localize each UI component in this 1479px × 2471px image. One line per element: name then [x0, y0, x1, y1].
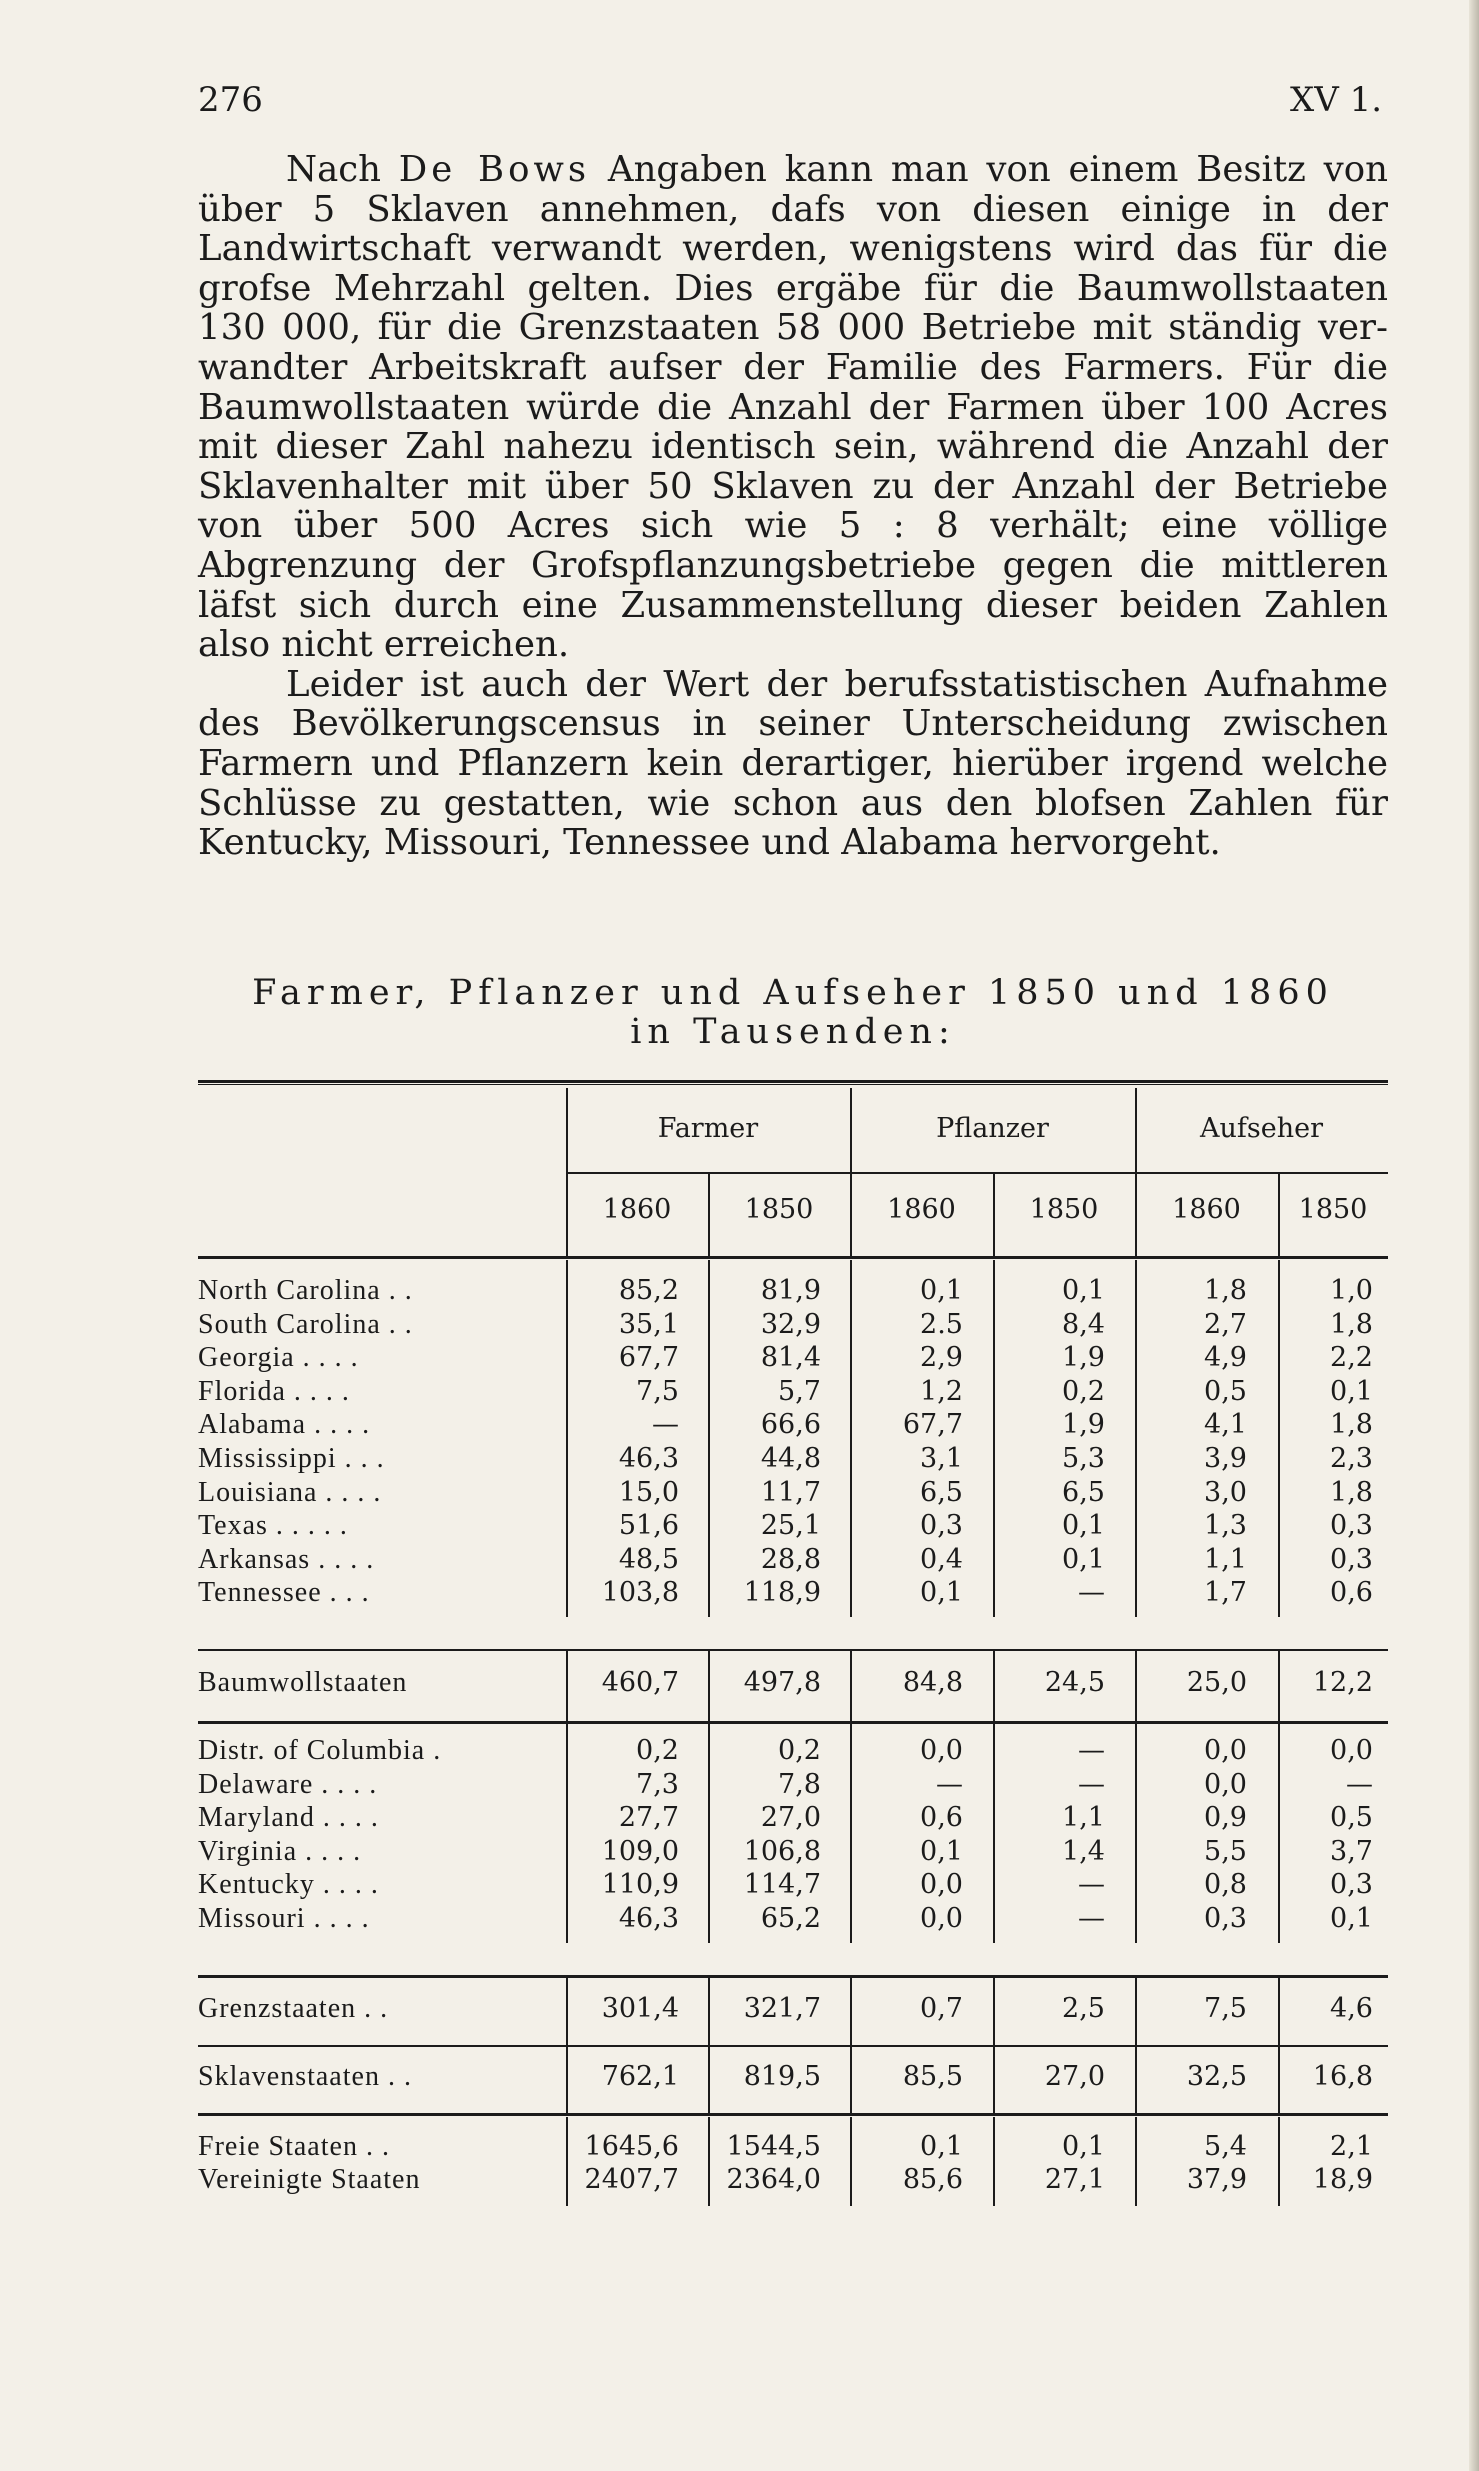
- column-rule: [850, 1977, 852, 2045]
- table-cell: 7,3: [636, 1768, 679, 1800]
- table-cell: 3,0: [1204, 1476, 1247, 1508]
- column-rule: [993, 2047, 995, 2113]
- column-rule: [708, 1174, 710, 1256]
- column-rule: [1278, 2047, 1280, 2113]
- table-cell: 84,8: [902, 1667, 963, 1698]
- column-rule: [566, 2117, 568, 2206]
- column-rule: [708, 2117, 710, 2206]
- table-row-label: Missouri . . . .: [198, 1903, 370, 1934]
- table-cell: —: [1078, 1768, 1105, 1800]
- table-row-label: Florida . . . .: [198, 1375, 350, 1407]
- table-cell: 0,3: [1330, 1543, 1373, 1575]
- table-row-label: North Carolina . .: [198, 1275, 413, 1306]
- table-cell: 16,8: [1312, 2060, 1373, 2092]
- table-cell: 1,8: [1204, 1275, 1247, 1306]
- column-year-1850: 1850: [1029, 1194, 1099, 1225]
- table-cell: 0,5: [1204, 1375, 1247, 1407]
- table-cell: 2.5: [920, 1308, 963, 1340]
- table-cell: 48,5: [618, 1543, 679, 1575]
- author-name: De Bows: [398, 149, 591, 190]
- total-row-label: Grenzstaaten . .: [198, 1992, 389, 2024]
- table-cell: 7,5: [1204, 1992, 1247, 2024]
- column-rule: [993, 1977, 995, 2045]
- table-row-label: Distr. of Columbia .: [198, 1735, 442, 1766]
- table-cell: 1,8: [1330, 1308, 1373, 1340]
- table-cell: 32,9: [760, 1308, 821, 1340]
- column-rule: [850, 1651, 852, 1721]
- column-group-pflanzer: Pflanzer: [936, 1113, 1049, 1144]
- table-cell: 2,2: [1330, 1342, 1373, 1374]
- column-rule: [993, 1260, 995, 1617]
- table-cell: 1,2: [920, 1375, 963, 1407]
- table-row-label: Kentucky . . . .: [198, 1869, 379, 1901]
- table-rule: [198, 1084, 1388, 1085]
- table-cell: 67,7: [902, 1409, 963, 1441]
- table-cell: 35,1: [618, 1308, 679, 1340]
- table-cell: 4,9: [1204, 1342, 1247, 1374]
- table-cell: —: [1078, 1869, 1105, 1901]
- table-cell: 0,3: [1330, 1869, 1373, 1901]
- total-row-label: Baumwollstaaten: [198, 1667, 408, 1698]
- table-cell: 11,7: [760, 1476, 821, 1508]
- table-cell: 51,6: [618, 1510, 679, 1542]
- table-cell: 0,0: [1204, 1735, 1247, 1766]
- table-cell: 8,4: [1062, 1308, 1105, 1340]
- column-rule: [708, 1651, 710, 1721]
- table-row-label: Alabama . . . .: [198, 1409, 371, 1441]
- table-cell: 0,7: [920, 1992, 963, 2024]
- column-rule: [566, 1088, 568, 1256]
- column-year-1860: 1860: [887, 1194, 956, 1225]
- column-rule: [1135, 2047, 1137, 2113]
- table-cell: 1,8: [1330, 1476, 1373, 1508]
- table-cell: 27,1: [1044, 2164, 1105, 2196]
- table-cell: 0,1: [1062, 1510, 1105, 1542]
- table-cell: 3,1: [920, 1443, 963, 1474]
- table-cell: 1,4: [1062, 1835, 1105, 1867]
- column-rule: [850, 2047, 852, 2113]
- table-cell: 109,0: [601, 1835, 679, 1867]
- table-cell: 28,8: [760, 1543, 821, 1575]
- table-cell: 0,1: [920, 1577, 963, 1609]
- table-cell: 1,9: [1062, 1342, 1105, 1374]
- column-rule: [1278, 1724, 1280, 1943]
- column-year-1850: 1850: [1298, 1194, 1368, 1225]
- column-rule: [1135, 1977, 1137, 2045]
- column-rule: [566, 1977, 568, 2045]
- table-cell: 0,1: [1062, 1275, 1105, 1306]
- paragraph-2: Leider ist auch der Wert der berufsstatistischen Aufnahme des Bevölkerungscensus in seiner Unterscheidung zwischen Farmern und Pflanzern kein derartiger, hierüber irgend welche Schlüsse zu gestatten, wie schon aus den blofsen Zahlen für Kentucky, Missouri, Tennessee und Alabama hervorgeht.: [198, 663, 1388, 864]
- table-cell: 0,2: [778, 1735, 821, 1766]
- table-rule: [198, 2113, 1388, 2116]
- column-rule: [1135, 2117, 1137, 2206]
- statistics-table: [198, 1080, 1388, 2220]
- table-title: [198, 974, 1388, 1052]
- table-cell: —: [1078, 1735, 1105, 1766]
- column-rule: [1278, 1174, 1280, 1256]
- table-cell: 5,5: [1204, 1835, 1247, 1867]
- table-cell: 0,0: [920, 1903, 963, 1934]
- column-rule: [1135, 1724, 1137, 1943]
- table-cell: 25,1: [760, 1510, 821, 1542]
- table-cell: 2,5: [1062, 1992, 1105, 2024]
- table-cell: 0,2: [1062, 1375, 1105, 1407]
- table-rule: [198, 1721, 1388, 1724]
- column-rule: [708, 1977, 710, 2045]
- column-rule: [993, 1651, 995, 1721]
- table-rule: [198, 1975, 1388, 1978]
- table-cell: 819,5: [743, 2060, 821, 2092]
- table-cell: 0,3: [920, 1510, 963, 1542]
- table-cell: 301,4: [601, 1992, 679, 2024]
- table-cell: 32,5: [1186, 2060, 1247, 2092]
- table-cell: 5,4: [1204, 2130, 1247, 2162]
- table-cell: 81,4: [760, 1342, 821, 1374]
- table-cell: 6,5: [1062, 1476, 1105, 1508]
- table-cell: 3,9: [1204, 1443, 1247, 1474]
- table-cell: 1544,5: [726, 2130, 821, 2162]
- table-cell: 0,6: [920, 1802, 963, 1834]
- table-cell: —: [652, 1409, 679, 1441]
- table-cell: 66,6: [760, 1409, 821, 1441]
- body-text: [198, 150, 1388, 863]
- table-cell: 7,5: [636, 1375, 679, 1407]
- table-cell: 1,1: [1204, 1543, 1247, 1575]
- table-cell: —: [1346, 1768, 1373, 1800]
- total-row-label: Sklavenstaaten . .: [198, 2060, 412, 2092]
- table-cell: 2364,0: [726, 2164, 821, 2196]
- column-rule: [566, 1724, 568, 1943]
- table-cell: 81,9: [760, 1275, 821, 1306]
- column-rule: [850, 2117, 852, 2206]
- table-cell: 2,9: [920, 1342, 963, 1374]
- table-cell: 46,3: [618, 1443, 679, 1474]
- column-rule: [708, 2047, 710, 2113]
- column-rule: [1135, 1260, 1137, 1617]
- table-cell: 0,1: [1062, 1543, 1105, 1575]
- table-title-line-1: Farmer, Pflanzer und Aufseher 1850 und 1860: [252, 973, 1334, 1013]
- table-cell: 0,0: [920, 1869, 963, 1901]
- table-cell: 25,0: [1186, 1667, 1247, 1698]
- table-cell: 27,0: [760, 1802, 821, 1834]
- table-row-label: Delaware . . . .: [198, 1768, 378, 1800]
- table-cell: 0,3: [1330, 1510, 1373, 1542]
- table-cell: 110,9: [601, 1869, 679, 1901]
- table-row-label: Mississippi . . .: [198, 1443, 385, 1474]
- table-cell: —: [936, 1768, 963, 1800]
- table-cell: 762,1: [601, 2060, 679, 2092]
- table-cell: 0,6: [1330, 1577, 1373, 1609]
- table-cell: 1,9: [1062, 1409, 1105, 1441]
- column-rule: [993, 2117, 995, 2206]
- table-cell: 0,3: [1204, 1903, 1247, 1934]
- column-rule: [993, 1174, 995, 1256]
- column-year-1860: 1860: [1172, 1194, 1241, 1225]
- table-cell: 103,8: [601, 1577, 679, 1609]
- table-cell: 106,8: [743, 1835, 821, 1867]
- table-cell: 1645,6: [584, 2130, 679, 2162]
- table-row-label: Tennessee . . .: [198, 1577, 370, 1609]
- column-rule: [850, 1088, 852, 1256]
- table-cell: 24,5: [1044, 1667, 1105, 1698]
- table-cell: 2,3: [1330, 1443, 1373, 1474]
- table-cell: 3,7: [1330, 1835, 1373, 1867]
- table-row-label: Georgia . . . .: [198, 1342, 359, 1374]
- table-cell: 7,8: [778, 1768, 821, 1800]
- column-rule: [1278, 1260, 1280, 1617]
- table-cell: 0,8: [1204, 1869, 1247, 1901]
- table-rule: [198, 1080, 1388, 1083]
- header-mark: XV 1.: [1290, 80, 1383, 120]
- table-cell: 5,3: [1062, 1443, 1105, 1474]
- table-cell: 85,2: [618, 1275, 679, 1306]
- table-cell: 2,7: [1204, 1308, 1247, 1340]
- table-title-line-2: in Tausenden:: [630, 1012, 956, 1052]
- page-number: 276: [198, 80, 263, 120]
- paragraph-1: Nach De Bows Angaben kann man von einem Besitz von über 5 Sklaven annehmen, dafs von diesen einige in der Landwirtschaft verwandt werden, wenigstens wird das für die grofse Mehrzahl gelten. Dies ergäbe für die Baumwollstaaten 130 000, für die Grenzstaaten 58 000 Betriebe mit ständig verwandter Arbeitskraft aufser der Familie des Farmers. Für die Baumwollstaaten würde die Anzahl der Farmen über 100 Acres mit dieser Zahl nahezu identisch sein, während die Anzahl der Sklavenhalter mit über 50 Sklaven zu der Anzahl der Betriebe von über 500 Acres sich wie 5 : 8 verhält; eine völlige Abgrenzung der Grofspflanzungsbetriebe gegen die mittleren läfst sich durch eine Zusammenstellung dieser beiden Zahlen also nicht erreichen.: [198, 149, 1388, 666]
- column-group-aufseher: Aufseher: [1200, 1113, 1323, 1144]
- table-row-label: Freie Staaten . .: [198, 2130, 390, 2162]
- table-cell: 2,1: [1330, 2130, 1373, 2162]
- table-cell: —: [1078, 1577, 1105, 1609]
- column-year-1860: 1860: [602, 1194, 672, 1225]
- column-rule: [1278, 1651, 1280, 1721]
- column-rule: [850, 1724, 852, 1943]
- page-edge: [1469, 0, 1479, 2471]
- table-cell: 0,1: [1062, 2130, 1105, 2162]
- table-cell: 0,5: [1330, 1802, 1373, 1834]
- table-row-label: Louisiana . . . .: [198, 1476, 382, 1508]
- table-cell: 460,7: [601, 1667, 679, 1698]
- table-rule: [198, 2045, 1388, 2047]
- table-cell: —: [1078, 1903, 1105, 1934]
- table-cell: 18,9: [1312, 2164, 1373, 2196]
- table-cell: 1,3: [1204, 1510, 1247, 1542]
- table-row-label: Arkansas . . . .: [198, 1543, 375, 1575]
- column-rule: [850, 1260, 852, 1617]
- table-cell: 114,7: [743, 1869, 821, 1901]
- table-cell: 118,9: [743, 1577, 821, 1609]
- table-row-label: Vereinigte Staaten: [198, 2164, 421, 2196]
- table-cell: 1,8: [1330, 1409, 1373, 1441]
- table-cell: 12,2: [1312, 1667, 1373, 1698]
- table-rule: [198, 1649, 1388, 1651]
- table-cell: 321,7: [743, 1992, 821, 2024]
- table-row-label: Maryland . . . .: [198, 1802, 379, 1834]
- table-cell: 497,8: [743, 1667, 821, 1698]
- table-row-label: Virginia . . . .: [198, 1835, 362, 1867]
- table-cell: 27,7: [618, 1802, 679, 1834]
- table-rule: [198, 1256, 1388, 1259]
- table-rule: [566, 1172, 1388, 1174]
- column-rule: [566, 2047, 568, 2113]
- table-cell: 0,4: [920, 1543, 963, 1575]
- table-cell: 67,7: [618, 1342, 679, 1374]
- table-cell: 85,6: [902, 2164, 963, 2196]
- column-rule: [1135, 1088, 1137, 1256]
- table-cell: 15,0: [618, 1476, 679, 1508]
- column-rule: [708, 1724, 710, 1943]
- table-row-label: Texas . . . . .: [198, 1510, 348, 1542]
- table-cell: 1,0: [1330, 1275, 1373, 1306]
- column-group-farmer: Farmer: [657, 1113, 759, 1144]
- table-cell: 6,5: [920, 1476, 963, 1508]
- table-cell: 0,1: [920, 1275, 963, 1306]
- table-cell: 0,1: [920, 2130, 963, 2162]
- table-cell: 4,6: [1330, 1992, 1373, 2024]
- table-cell: 0,0: [1204, 1768, 1247, 1800]
- table-row-label: South Carolina . .: [198, 1308, 413, 1340]
- table-cell: 0,2: [636, 1735, 679, 1766]
- table-cell: 0,9: [1204, 1802, 1247, 1834]
- table-cell: 44,8: [760, 1443, 821, 1474]
- column-rule: [566, 1651, 568, 1721]
- table-cell: 0,0: [1330, 1735, 1373, 1766]
- table-cell: 46,3: [618, 1903, 679, 1934]
- table-cell: 5,7: [778, 1375, 821, 1407]
- column-rule: [1135, 1651, 1137, 1721]
- table-cell: 0,1: [1330, 1375, 1373, 1407]
- table-cell: 1,1: [1062, 1802, 1105, 1834]
- column-rule: [708, 1260, 710, 1617]
- table-cell: 27,0: [1044, 2060, 1105, 2092]
- column-rule: [566, 1260, 568, 1617]
- table-cell: 4,1: [1204, 1409, 1247, 1441]
- column-rule: [1278, 2117, 1280, 2206]
- column-rule: [993, 1724, 995, 1943]
- table-cell: 0,1: [1330, 1903, 1373, 1934]
- table-cell: 0,1: [920, 1835, 963, 1867]
- column-rule: [1278, 1977, 1280, 2045]
- table-cell: 2407,7: [584, 2164, 679, 2196]
- table-cell: 65,2: [760, 1903, 821, 1934]
- table-cell: 1,7: [1204, 1577, 1247, 1609]
- table-cell: 85,5: [902, 2060, 963, 2092]
- table-cell: 37,9: [1186, 2164, 1247, 2196]
- column-year-1850: 1850: [744, 1194, 814, 1225]
- table-cell: 0,0: [920, 1735, 963, 1766]
